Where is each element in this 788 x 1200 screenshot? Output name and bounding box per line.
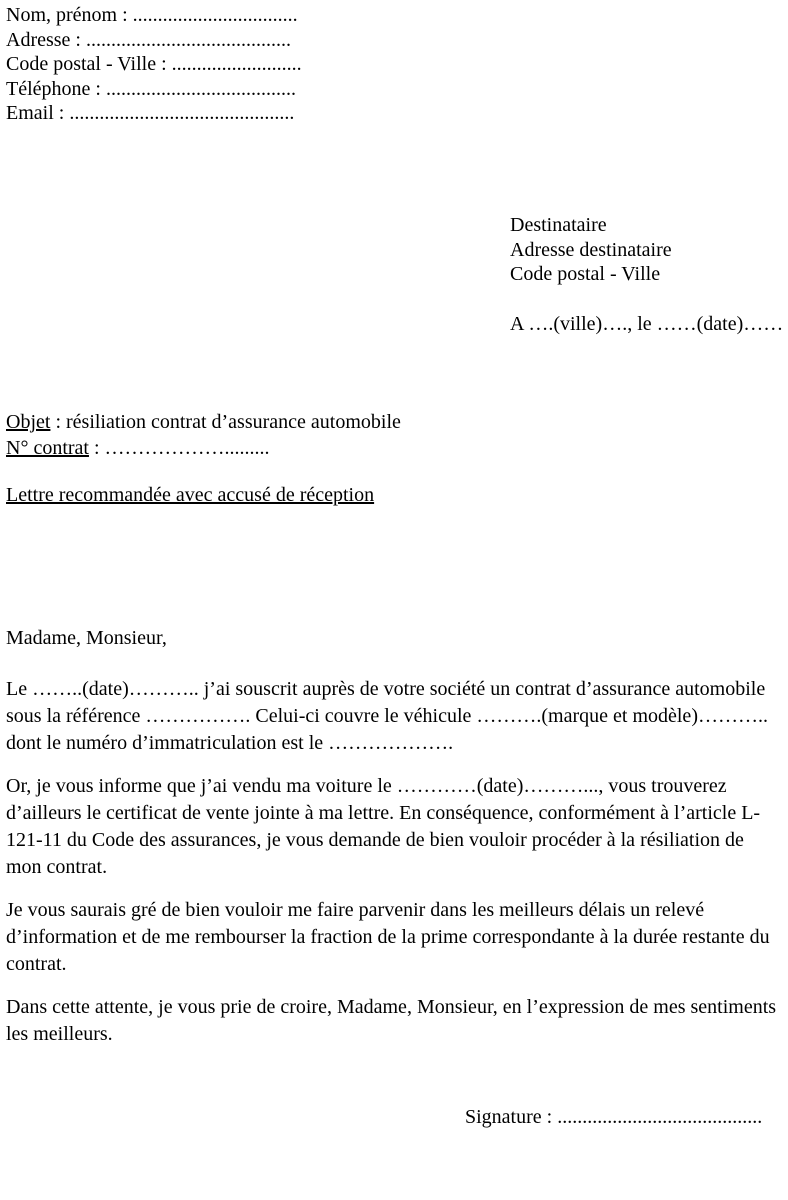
subject-label: Objet (6, 411, 51, 433)
letter-body (6, 625, 784, 1064)
recipient-name-line: Destinataire (510, 214, 607, 236)
signature-line: Signature : ......................................... (465, 1106, 763, 1128)
body-paragraph-subscription: Le ……..(date)……….. j’ai souscrit auprès de votre société un contrat d’assurance automobile sous la référence ……………. Celui-ci couvre le véhicule ……….(marque et modèle)……….. dont le numéro d’immatriculation est le ………………. (6, 678, 768, 754)
contract-number-line (6, 435, 401, 461)
body-paragraph-closing: Dans cette attente, je vous prie de croire, Madame, Monsieur, en l’expression de mes sentiments les meilleurs. (6, 996, 777, 1045)
sender-name-line: Nom, prénom : ................................. (6, 4, 298, 26)
subject-block (6, 409, 401, 461)
registered-mail-notice: Lettre recommandée avec accusé de réception (6, 484, 375, 506)
subject-line (6, 409, 401, 435)
recipient-address-line: Adresse destinataire (510, 238, 672, 261)
recipient-block (510, 213, 672, 287)
contract-number-label: N° contrat (6, 437, 89, 459)
sender-email-line: Email : ............................................. (6, 102, 295, 124)
recipient-postal-city-line: Code postal - Ville (510, 263, 661, 285)
body-paragraph-sale-cancellation: Or, je vous informe que j’ai vendu ma voiture le …………(date)………..., vous trouverez d’ailleurs le certificat de vente jointe à ma lettre. En conséquence, conformément à l’article L-121-11 du Code des assurances, je vous demande de bien vouloir procéder à la résiliation de mon contrat. (6, 775, 761, 878)
place-date-line: A ….(ville)…., le ……(date)…… (510, 313, 784, 335)
sender-postal-city-line: Code postal - Ville : .......................... (6, 53, 302, 75)
salutation: Madame, Monsieur, (6, 627, 167, 649)
subject-text: : résiliation contrat d’assurance automobile (50, 411, 401, 433)
sender-block (6, 3, 302, 126)
body-paragraph-refund-request: Je vous saurais gré de bien vouloir me faire parvenir dans les meilleurs délais un relevé d’information et de me rembourser la fraction de la prime correspondante à la durée restante du contrat. (6, 899, 770, 975)
sender-phone-line: Téléphone : ...................................... (6, 77, 296, 100)
sender-address-line: Adresse : ......................................... (6, 28, 291, 51)
contract-number-text: : ………………......... (88, 437, 270, 459)
